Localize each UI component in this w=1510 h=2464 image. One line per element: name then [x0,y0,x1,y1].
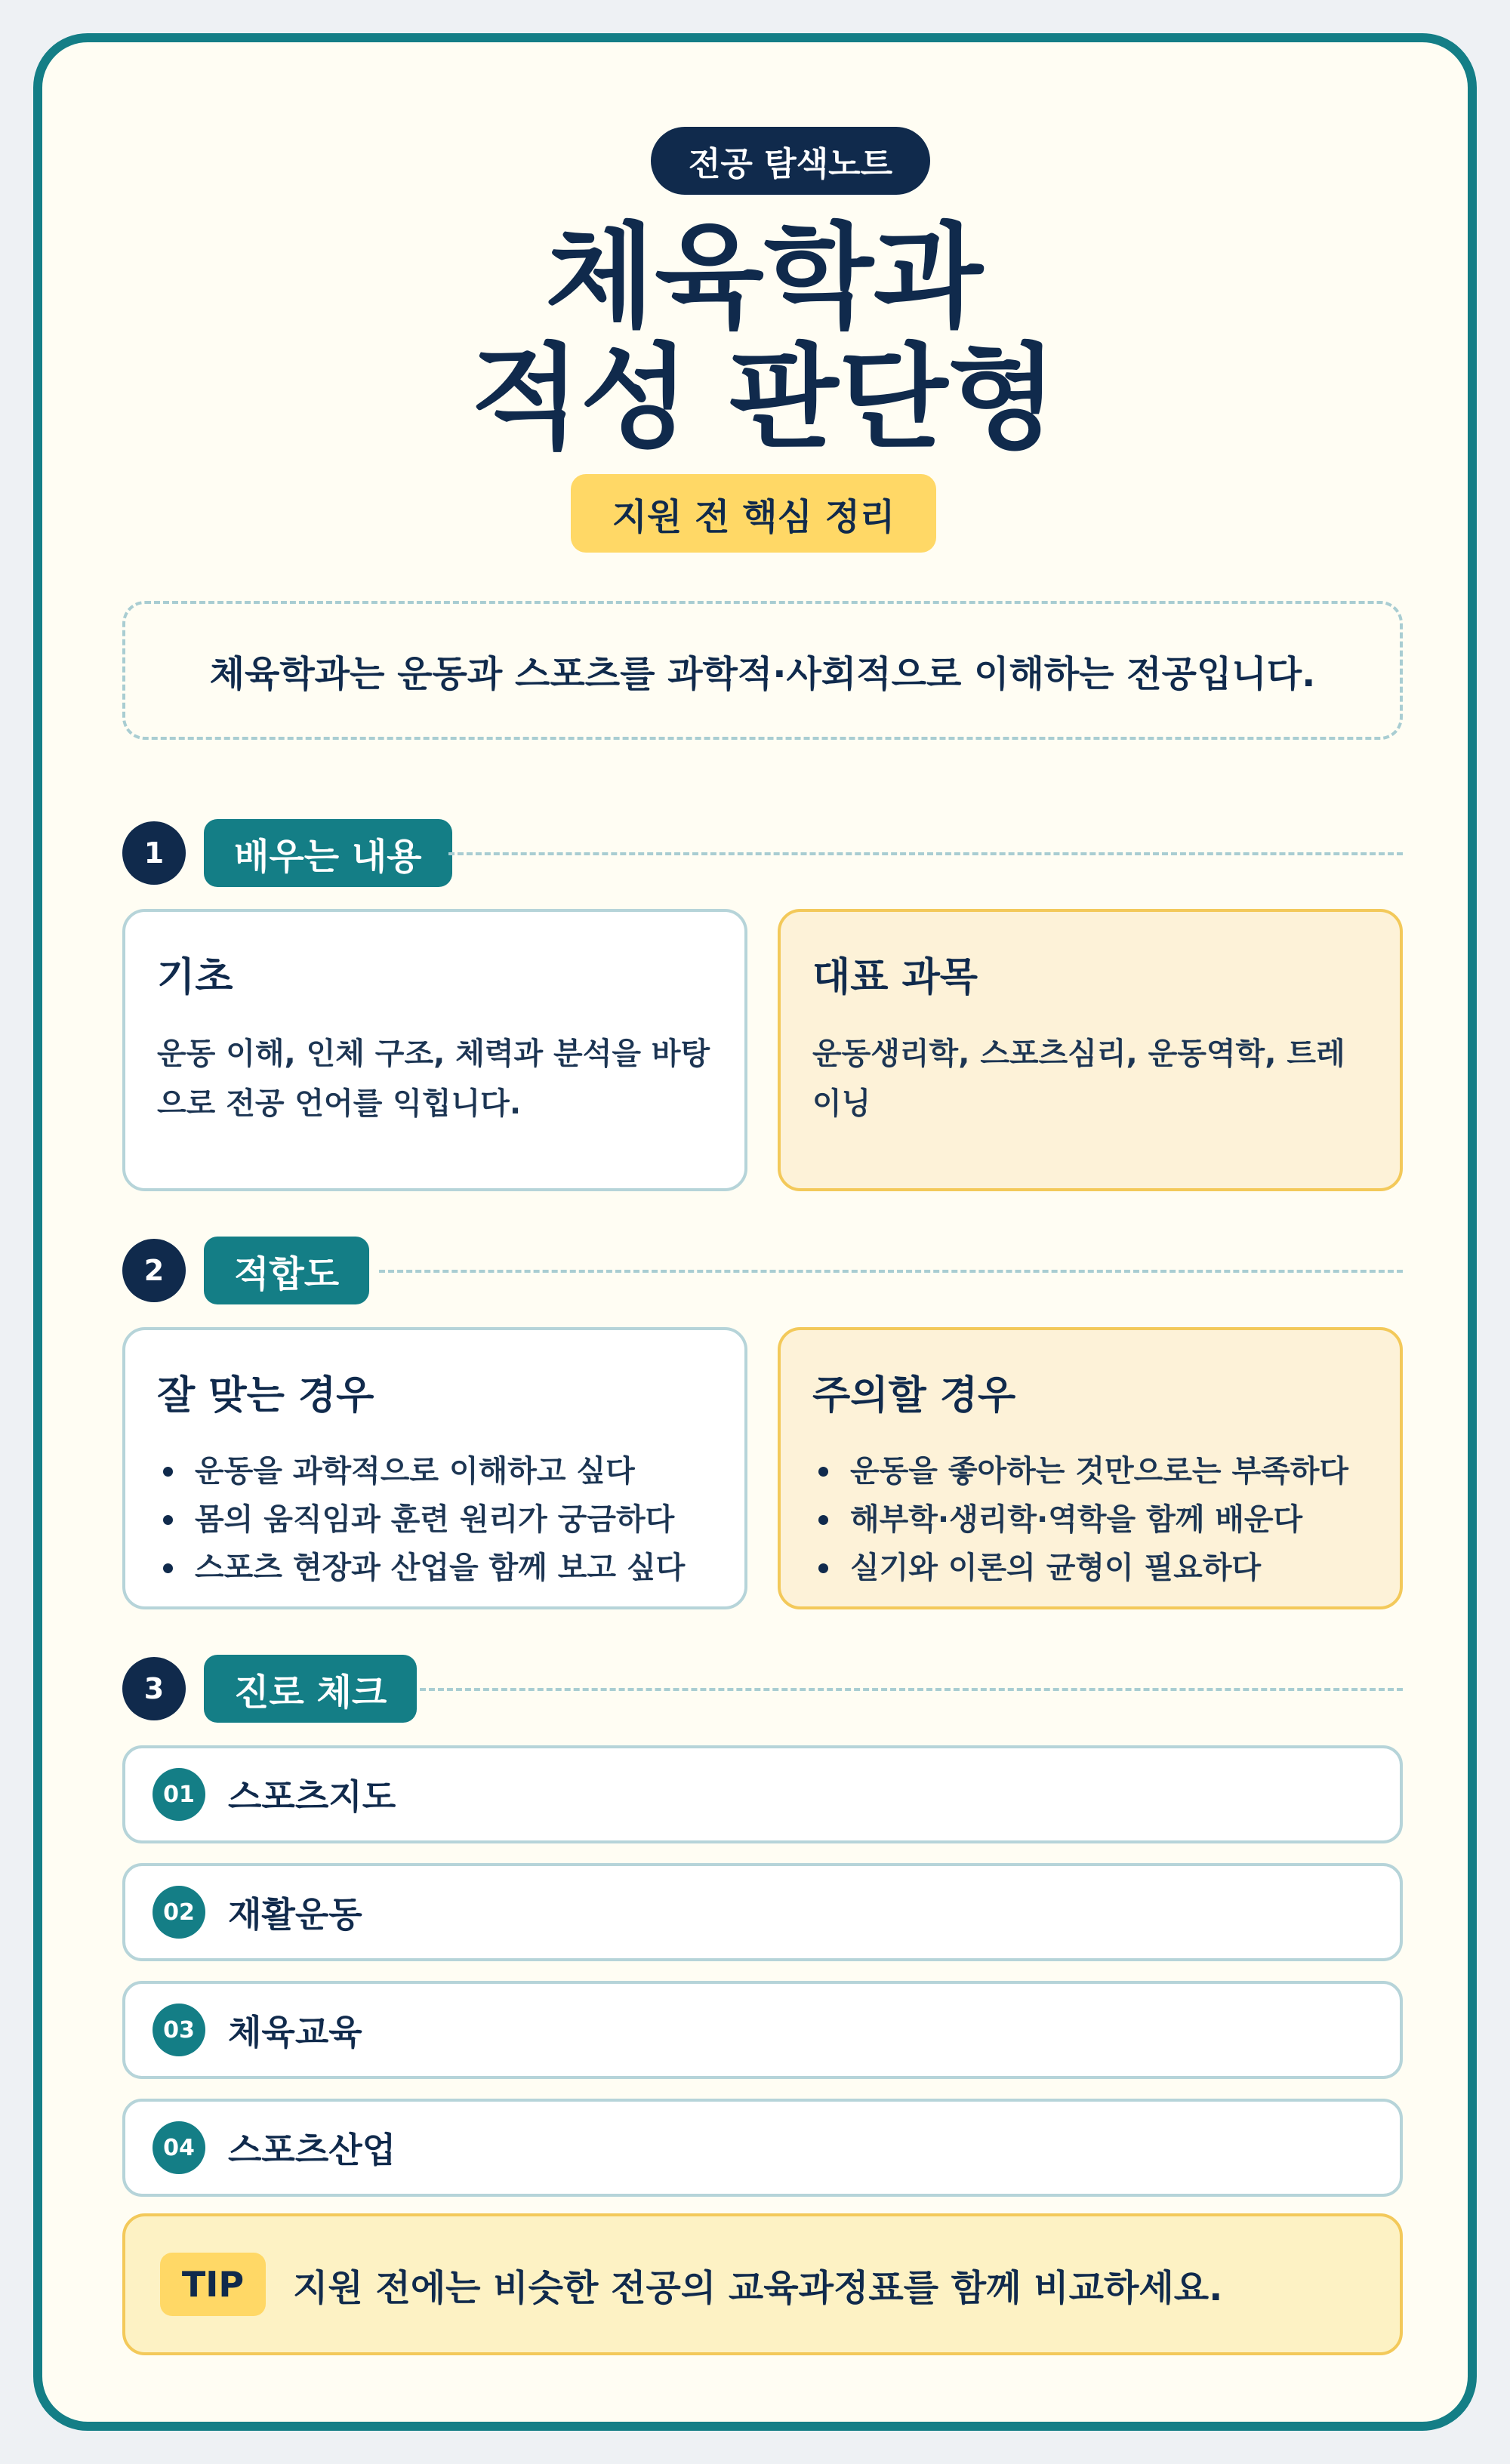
section-1-divider [448,852,1403,855]
good-fit-item: 몸의 움직임과 훈련 원리가 궁금하다 [157,1495,713,1544]
section-2-label: 적합도 [204,1237,369,1304]
career-item [122,1745,1403,1843]
section-2-number: 2 [122,1239,186,1302]
career-item [122,1981,1403,2079]
note-badge: 전공 탐색노트 [651,127,930,195]
caution-item: 운동을 좋아하는 것만으로는 부족하다 [812,1447,1368,1495]
section-3-label: 진로 체크 [204,1655,417,1723]
section-3-number: 3 [122,1657,186,1720]
section-1-label: 배우는 내용 [204,819,452,887]
section-3-divider [420,1688,1403,1691]
core-courses-box [778,909,1403,1191]
good-fit-title: 잘 맞는 경우 [157,1373,374,1418]
caution-box [778,1327,1403,1609]
tip-box [122,2213,1403,2355]
career-item [122,2099,1403,2197]
career-label: 재활운동 [228,1894,362,1935]
tip-text: 지원 전에는 비슷한 전공의 교육과정표를 함께 비교하세요. [293,2266,1223,2309]
basics-title: 기초 [157,955,233,1000]
core-courses-text: 운동생리학, 스포츠심리, 운동역학, 트레이닝 [812,1036,1345,1121]
basics-text: 운동 이해, 인체 구조, 체력과 분석을 바탕으로 전공 언어를 익힙니다. [157,1036,710,1121]
intro-text: 체육학과는 운동과 스포츠를 과학적·사회적으로 이해하는 전공입니다. [209,652,1316,695]
career-label: 스포츠지도 [228,1776,396,1817]
good-fit-item: 운동을 과학적으로 이해하고 싶다 [157,1447,713,1495]
tip-badge: TIP [160,2253,266,2316]
career-number: 04 [153,2121,205,2174]
section-2-divider [379,1270,1403,1273]
career-label: 스포츠산업 [228,2130,396,2170]
section-1-number: 1 [122,821,186,885]
page-title-line1: 체육학과 [545,212,983,343]
note-card [33,33,1477,2431]
career-number: 03 [153,2004,205,2056]
core-courses-title: 대표 과목 [812,955,978,1000]
good-fit-box [122,1327,747,1609]
career-number: 02 [153,1886,205,1939]
intro-box [122,601,1403,740]
career-item [122,1863,1403,1961]
caution-title: 주의할 경우 [812,1373,1016,1418]
career-number: 01 [153,1768,205,1821]
good-fit-item: 스포츠 현장과 산업을 함께 보고 싶다 [157,1544,713,1592]
page-title-line2: 적성 판단형 [470,333,1058,464]
caution-item: 실기와 이론의 균형이 필요하다 [812,1544,1368,1592]
career-label: 체육교육 [228,2012,362,2053]
subtitle-badge: 지원 전 핵심 정리 [571,474,936,553]
basics-box [122,909,747,1191]
caution-item: 해부학·생리학·역학을 함께 배운다 [812,1495,1368,1544]
